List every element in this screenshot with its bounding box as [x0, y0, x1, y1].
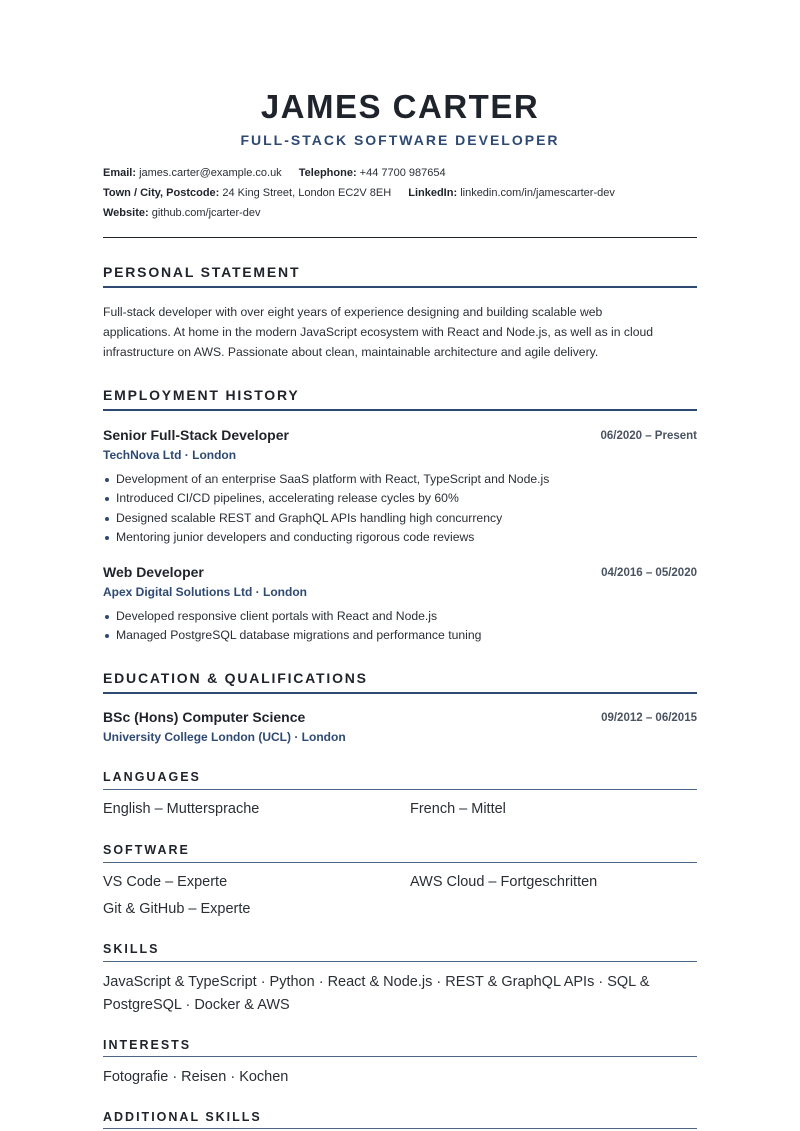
contact-block [103, 163, 697, 223]
statement-line: applications. At home in the modern JavaScript ecosystem with React and Node.js, as well as in cloud [103, 325, 654, 339]
linkedin-link[interactable]: linkedin.com/in/jamescarter-dev [460, 187, 615, 199]
degree-title: BSc (Hons) Computer Science [103, 709, 306, 725]
skills-heading: SKILLS [103, 942, 160, 956]
list-item: Mentoring junior developers and conducting rigorous code reviews [103, 528, 549, 547]
email-value[interactable]: james.carter@example.co.uk [139, 167, 282, 179]
candidate-name: JAMES CARTER [260, 88, 540, 125]
section-divider [103, 286, 697, 288]
header-divider [103, 237, 697, 238]
website-link[interactable]: github.com/jcarter-dev [151, 207, 261, 219]
language-item: English – Muttersprache [103, 801, 260, 817]
address-value: 24 King Street, London EC2V 8EH [222, 187, 392, 199]
software-heading: SOFTWARE [103, 843, 190, 857]
degree-dates: 09/2012 – 06/2015 [601, 712, 697, 724]
additional-skills-heading: ADDITIONAL SKILLS [103, 1110, 262, 1124]
personal-statement-heading: PERSONAL STATEMENT [103, 264, 301, 280]
section-divider [103, 789, 697, 790]
job-dates: 06/2020 – Present [600, 430, 697, 442]
software-item: AWS Cloud – Fortgeschritten [410, 874, 598, 890]
software-item: Git & GitHub – Experte [103, 901, 251, 917]
education-heading: EDUCATION & QUALIFICATIONS [103, 670, 368, 686]
job-employer: Apex Digital Solutions Ltd · London [103, 585, 307, 599]
email-label: Email: [103, 167, 137, 179]
section-divider [103, 409, 697, 411]
job-bullet-list [103, 470, 549, 547]
job-dates: 04/2016 – 05/2020 [601, 567, 697, 579]
job-bullet-list [103, 607, 481, 646]
skills-line: JavaScript & TypeScript · Python · React & Node.js · REST & GraphQL APIs · SQL & [103, 974, 650, 990]
job-title: Senior Full-Stack Developer [103, 427, 289, 443]
linkedin-label: LinkedIn: [408, 187, 458, 199]
languages-heading: LANGUAGES [103, 770, 201, 784]
statement-line: infrastructure on AWS. Passionate about clean, maintainable architecture and agile delivery. [103, 345, 599, 359]
interests-text: Fotografie · Reisen · Kochen [103, 1069, 289, 1085]
section-divider [103, 961, 697, 962]
skills-line: PostgreSQL · Docker & AWS [103, 997, 290, 1013]
section-divider [103, 1056, 697, 1057]
address-label: Town / City, Postcode: [103, 187, 220, 199]
language-item: French – Mittel [410, 801, 506, 817]
statement-line: Full-stack developer with over eight years of experience designing and building scalable web [103, 305, 603, 319]
contact-row-1 [103, 163, 697, 183]
software-item: VS Code – Experte [103, 874, 228, 890]
employment-history-heading: EMPLOYMENT HISTORY [103, 387, 300, 403]
interests-heading: INTERESTS [103, 1038, 192, 1052]
website-label: Website: [103, 207, 149, 219]
telephone-label: Telephone: [298, 167, 357, 179]
list-item: Managed PostgreSQL database migrations and performance tuning [103, 626, 481, 645]
telephone-value[interactable]: +44 7700 987654 [359, 167, 446, 179]
institution: University College London (UCL) · London [103, 730, 346, 744]
list-item: Designed scalable REST and GraphQL APIs handling high concurrency [103, 509, 549, 528]
job-title-headline: FULL-STACK SOFTWARE DEVELOPER [240, 132, 560, 148]
list-item: Developed responsive client portals with React and Node.js [103, 607, 481, 626]
list-item: Development of an enterprise SaaS platform with React, TypeScript and Node.js [103, 470, 549, 489]
contact-row-2 [103, 183, 697, 203]
contact-row-3 [103, 203, 697, 223]
job-title: Web Developer [103, 564, 204, 580]
job-employer: TechNova Ltd · London [103, 448, 237, 462]
list-item: Introduced CI/CD pipelines, accelerating release cycles by 60% [103, 489, 549, 508]
skills-text [103, 971, 697, 1017]
section-divider [103, 1128, 697, 1129]
section-divider [103, 692, 697, 694]
personal-statement-text [103, 302, 697, 362]
section-divider [103, 862, 697, 863]
